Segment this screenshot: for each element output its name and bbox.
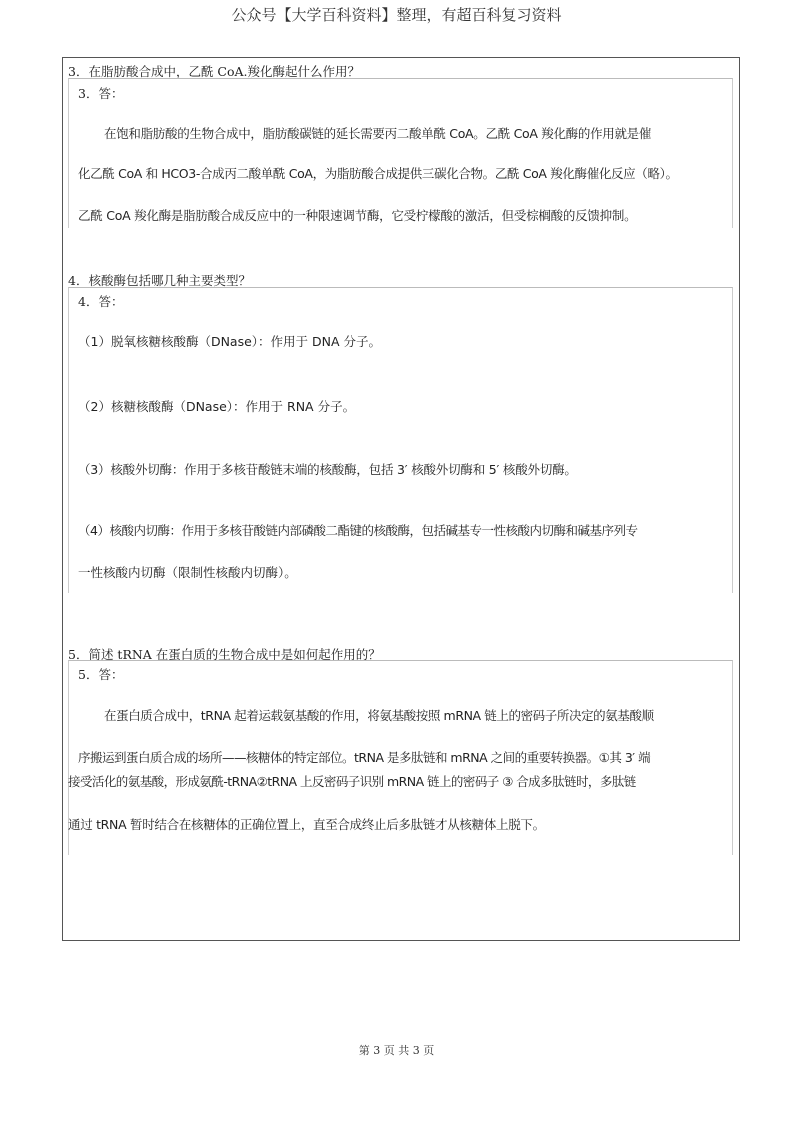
answer-5-line-4: 通过 tRNA 暂时结合在核糖体的正确位置上，直至合成终止后多肽链才从核糖体上脱下。 [68,817,545,832]
page-footer: 第 3 页 共 3 页 [358,1044,435,1057]
answer-3-line-3: 乙酰 CoA 羧化酶是脂肪酸合成反应中的一种限速调节酶，它受柠檬酸的激活，但受棕榈酸的反馈抑制。 [78,208,637,223]
answer-5-line-2: 序搬运到蛋白质合成的场所——核糖体的特定部位。tRNA 是多肽链和 mRNA 之间的重要转换器。①其 3′ 端 [78,750,651,765]
answer-label-3: 3．答： [78,86,124,101]
answer-4-line-4: （4）核酸内切酶：作用于多核苷酸链内部磷酸二酯键的核酸酶，包括碱基专一性核酸内切酶和碱基序列专 [78,523,638,538]
answer-5-line-1: 在蛋白质合成中，tRNA 起着运载氨基酸的作用，将氨基酸按照 mRNA 链上的密码子所决定的氨基酸顺 [104,708,654,723]
page-header: 公众号【大学百科资料】整理，有超百科复习资料 [231,6,562,24]
answer-3-line-2: 化乙酰 CoA 和 HCO3-合成丙二酸单酰 CoA，为脂肪酸合成提供三碳化合物。乙酰 CoA 羧化酶催化反应（略）。 [78,166,678,181]
answer-4-line-3: （3）核酸外切酶：作用于多核苷酸链末端的核酸酶，包括 3′ 核酸外切酶和 5′ 核酸外切酶。 [78,462,577,477]
question-5: 5．简述 tRNA 在蛋白质的生物合成中是如何起作用的？ [68,647,381,662]
answer-label-4: 4．答： [78,294,124,309]
answer-4-line-5: 一性核酸内切酶（限制性核酸内切酶）。 [78,565,297,580]
answer-3-line-1: 在饱和脂肪酸的生物合成中，脂肪酸碳链的延长需要丙二酸单酰 CoA。乙酰 CoA 羧化酶的作用就是催 [104,126,652,141]
question-4: 4．核酸酶包括哪几种主要类型？ [68,273,251,288]
answer-label-5: 5．答： [78,667,124,682]
answer-5-line-3: 接受活化的氨基酸，形成氨酰-tRNA②tRNA 上反密码子识别 mRNA 链上的密码子 ③ 合成多肽链时，多肽链 [68,774,636,789]
question-3: 3．在脂肪酸合成中，乙酰 CoA.羧化酶起什么作用？ [68,64,361,79]
answer-4-line-1: （1）脱氧核糖核酸酶（DNase）：作用于 DNA 分子。 [78,334,382,349]
answer-4-line-2: （2）核糖核酸酶（DNase）：作用于 RNA 分子。 [78,399,356,414]
